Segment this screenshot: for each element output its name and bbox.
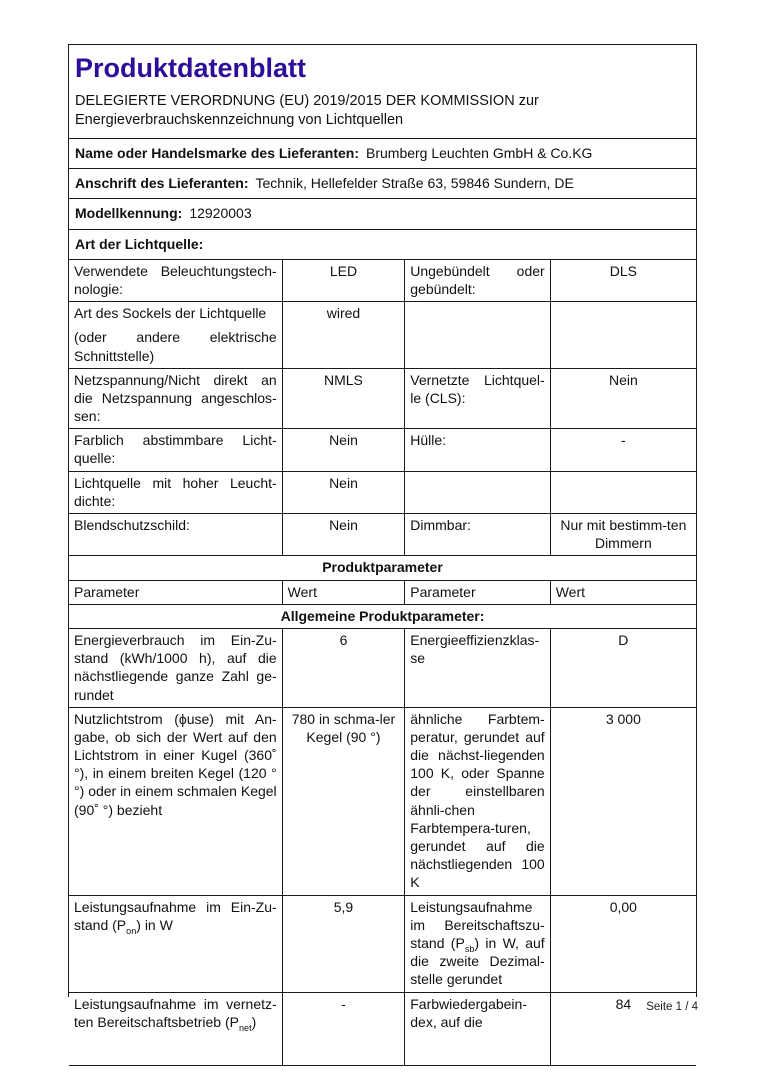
- value-cell: -: [550, 429, 696, 471]
- table-row-truncated: [69, 992, 696, 1065]
- value-cell: 5,9: [282, 895, 405, 992]
- page-number: Seite 1 / 4: [646, 1001, 698, 1013]
- table-section-row: [69, 604, 696, 628]
- page-title: Produktdatenblatt: [75, 53, 307, 83]
- subscript-on: on: [126, 925, 137, 936]
- column-header: Parameter: [405, 580, 550, 604]
- param-text: Leistungsaufnahme im Bereitschaftszu-stand (P: [410, 898, 545, 951]
- table-row: [69, 514, 696, 556]
- table-row: [69, 368, 696, 429]
- param-cell: Nutzlichtstrom (ϕuse) mit An-gabe, ob sich der Wert auf den Lichtstrom in einer Kugel (360˚ °), in einem breiten Kegel (120 °°) oder in einem schmalen Kegel (90˚ °) bezieht: [69, 707, 282, 895]
- value-cell: LED: [282, 260, 405, 302]
- datasheet-table: [69, 260, 696, 1066]
- value-cell: 780 in schma-ler Kegel (90 °): [282, 707, 405, 895]
- param-cell: [69, 302, 282, 369]
- table-header-row: [69, 580, 696, 604]
- light-source-type-row: [69, 230, 696, 260]
- param-cell: Ungebündelt oder gebündelt:: [405, 260, 550, 302]
- title-block: [69, 45, 696, 139]
- supplier-address-row: [69, 169, 696, 199]
- param-text: ) in W, auf die zweite Dezimal-stelle gerundet: [410, 934, 545, 988]
- table-row: [69, 471, 696, 513]
- param-cell: Verwendete Beleuchtungstech-nologie:: [69, 260, 282, 302]
- supplier-name-label: Name oder Handelsmarke des Lieferanten:: [75, 145, 359, 161]
- param-cell: Hülle:: [405, 429, 550, 471]
- column-header: Parameter: [69, 580, 282, 604]
- param-cell: Lichtquelle mit hoher Leucht-dichte:: [69, 471, 282, 513]
- param-cell: [69, 895, 282, 992]
- supplier-name-value: Brumberg Leuchten GmbH & Co.KG: [366, 145, 593, 161]
- value-cell: Nein: [282, 429, 405, 471]
- value-cell: wired: [282, 302, 405, 369]
- table-row: [69, 302, 696, 369]
- param-cell: Vernetzte Lichtquel-le (CLS):: [405, 368, 550, 429]
- value-cell: [550, 302, 696, 369]
- supplier-address-value: Technik, Hellefelder Straße 63, 59846 Sundern, DE: [255, 175, 574, 192]
- param-cell: ähnliche Farbtem-peratur, gerundet auf die nächst-liegenden 100 K, oder Spanne der einstellbaren ähnli-chen Farbtempera-turen, gerundet auf die nächstliegenden 100 K: [405, 707, 550, 895]
- supplier-name-row: [69, 139, 696, 169]
- table-row: [69, 707, 696, 895]
- model-id-row: [69, 199, 696, 229]
- param-cell: Energieverbrauch im Ein-Zu-stand (kWh/1000 h), auf die nächstliegende ganze Zahl ge-rundet: [69, 628, 282, 707]
- table-row: [69, 895, 696, 992]
- param-text: ): [251, 1013, 257, 1030]
- param-cell: [405, 302, 550, 369]
- value-cell: DLS: [550, 260, 696, 302]
- value-cell: Nein: [550, 368, 696, 429]
- table-row: [69, 429, 696, 471]
- param-cell: [405, 895, 550, 992]
- param-text: Leistungsaufnahme im vernetz-ten Bereitschaftsbetrieb (P: [74, 995, 277, 1030]
- table-row: [69, 628, 696, 707]
- column-header: Wert: [550, 580, 696, 604]
- supplier-address-label: Anschrift des Lieferanten:: [75, 175, 249, 192]
- param-cell-line1: Art des Sockels der Lichtquelle: [74, 305, 267, 322]
- param-text: Leistungsaufnahme im Ein-Zu-stand (P: [74, 898, 277, 933]
- model-id-label: Modellkennung:: [75, 205, 183, 222]
- model-id-value: 12920003: [189, 205, 252, 222]
- table-section-row: [69, 556, 696, 580]
- param-cell: Energieeffizienzklas-se: [405, 628, 550, 707]
- param-cell: Netzspannung/Nicht direkt an die Netzspannung angeschlos-sen:: [69, 368, 282, 429]
- value-cell: 84: [550, 992, 696, 1065]
- value-cell: 0,00: [550, 895, 696, 992]
- value-cell: NMLS: [282, 368, 405, 429]
- value-cell: [550, 471, 696, 513]
- value-cell: -: [282, 992, 405, 1065]
- value-cell: Nur mit bestimm-ten Dimmern: [550, 514, 696, 556]
- value-cell: Nein: [282, 514, 405, 556]
- regulation-subtitle: [75, 92, 690, 130]
- general-parameters-header: Allgemeine Produktparameter:: [69, 604, 696, 628]
- subscript-net: net: [238, 1022, 252, 1033]
- param-cell-line2: (oder andere elektrische Schnittstelle): [74, 329, 277, 364]
- value-cell: 6: [282, 628, 405, 707]
- value-cell: D: [550, 628, 696, 707]
- param-cell: Farblich abstimmbare Licht-quelle:: [69, 429, 282, 471]
- regulation-subtitle-line2: Energieverbrauchskennzeichnung von Lichtquellen: [75, 111, 404, 128]
- column-header: Wert: [282, 580, 405, 604]
- light-source-type-label: Art der Lichtquelle:: [75, 235, 204, 252]
- table-row: [69, 260, 696, 302]
- value-cell: Nein: [282, 471, 405, 513]
- param-cell: Dimmbar:: [405, 514, 550, 556]
- param-text: ) in W: [136, 916, 173, 933]
- param-cell: Farbwiedergabein-dex, auf die: [405, 992, 550, 1065]
- subscript-sb: sb: [464, 943, 475, 954]
- param-cell: Blendschutzschild:: [69, 514, 282, 556]
- value-cell: 3 000: [550, 707, 696, 895]
- param-cell: [405, 471, 550, 513]
- param-cell: [69, 992, 282, 1065]
- product-parameters-header: Produktparameter: [69, 556, 696, 580]
- regulation-subtitle-line1: DELEGIERTE VERORDNUNG (EU) 2019/2015 DER KOMMISSION zur: [75, 92, 539, 109]
